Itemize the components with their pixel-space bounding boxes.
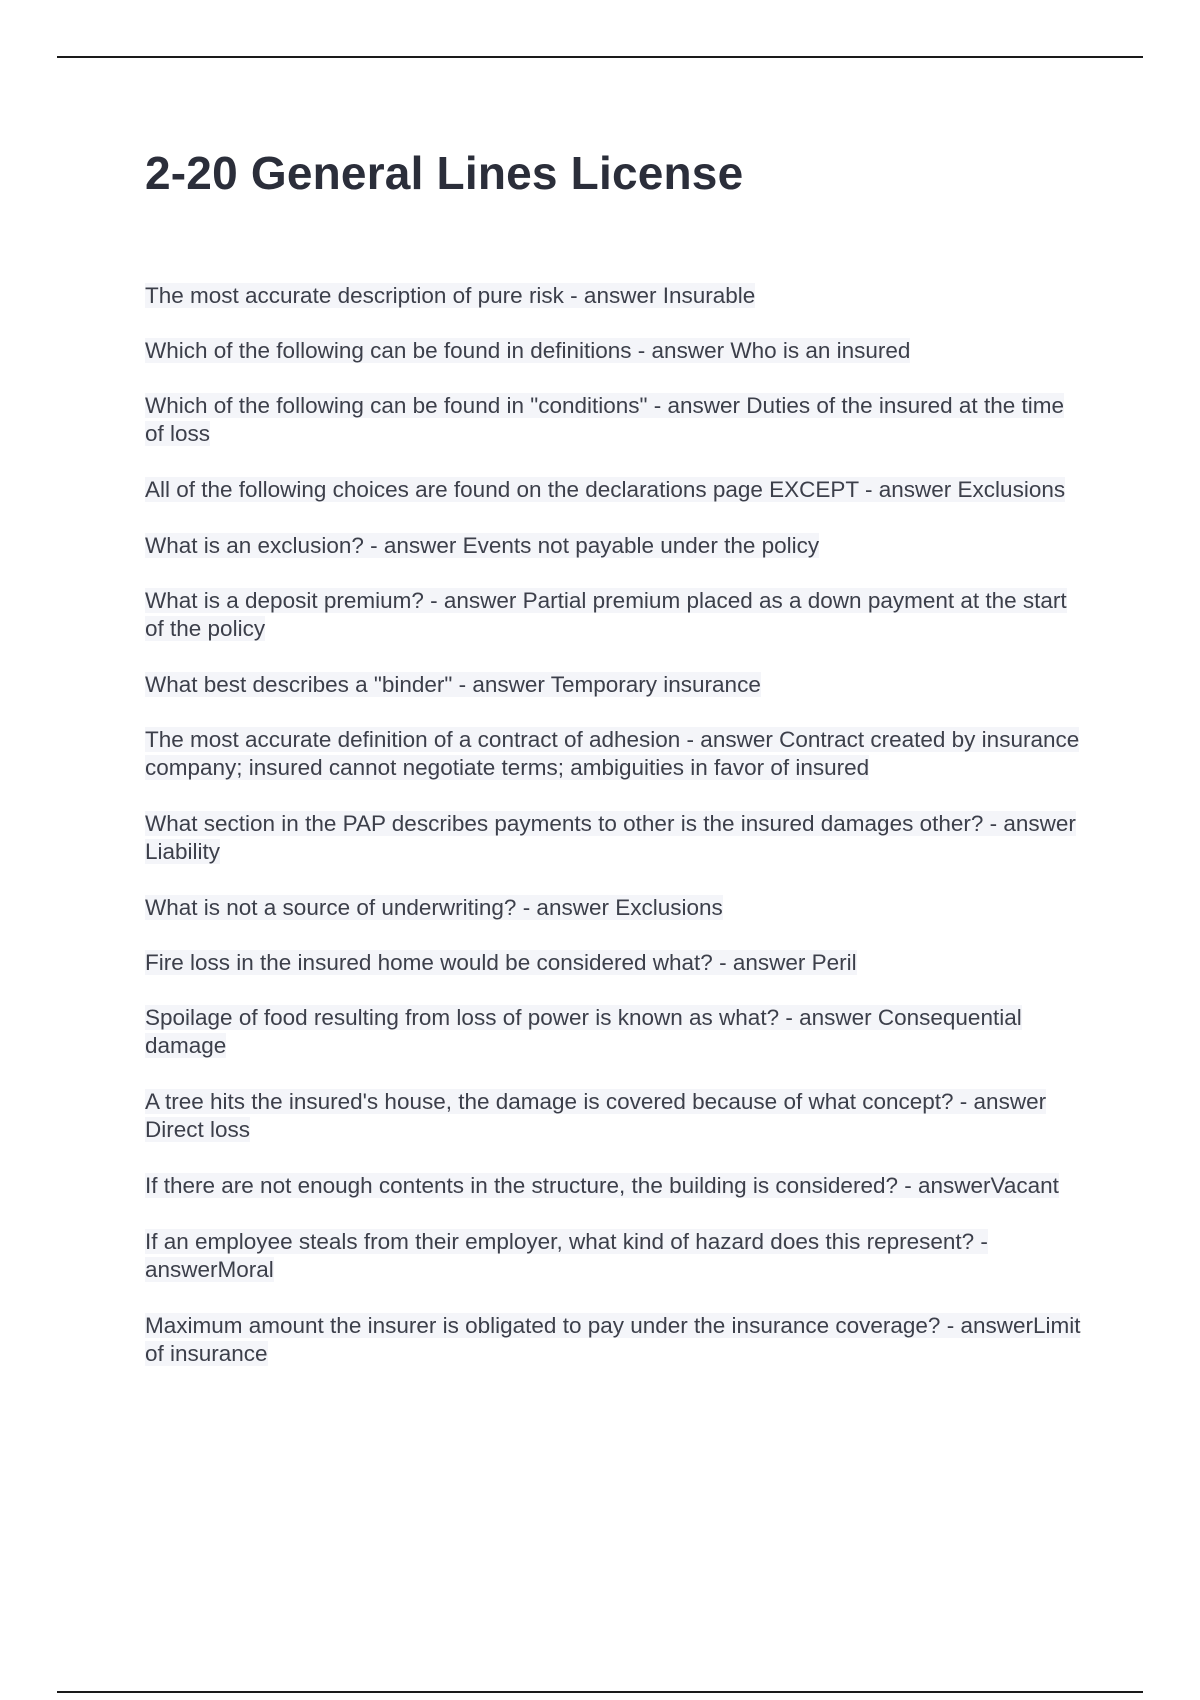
qa-text: All of the following choices are found on the declarations page EXCEPT - answer Exclusions — [145, 477, 1066, 502]
qa-item — [145, 671, 1085, 699]
qa-text: Maximum amount the insurer is obligated to pay under the insurance coverage? - answerLimit of insurance — [145, 1313, 1081, 1366]
qa-list — [145, 282, 1085, 1368]
qa-item — [145, 1172, 1085, 1200]
qa-text: What is not a source of underwriting? - answer Exclusions — [145, 895, 723, 920]
qa-text: The most accurate description of pure risk - answer Insurable — [145, 283, 756, 308]
qa-text: What is an exclusion? - answer Events not payable under the policy — [145, 533, 820, 558]
qa-text: Fire loss in the insured home would be considered what? - answer Peril — [145, 950, 857, 975]
qa-item — [145, 476, 1085, 504]
qa-item — [145, 1228, 1085, 1284]
qa-text: Which of the following can be found in "conditions" - answer Duties of the insured at the time of loss — [145, 393, 1064, 446]
qa-text: What is a deposit premium? - answer Partial premium placed as a down payment at the start of the policy — [145, 588, 1067, 641]
qa-item — [145, 337, 1085, 365]
qa-text: What section in the PAP describes payments to other is the insured damages other? - answer Liability — [145, 811, 1076, 864]
qa-text: What best describes a "binder" - answer Temporary insurance — [145, 672, 761, 697]
qa-text: If an employee steals from their employer, what kind of hazard does this represent? - answerMoral — [145, 1229, 988, 1282]
qa-text: The most accurate definition of a contract of adhesion - answer Contract created by insurance company; insured cannot negotiate terms; ambiguities in favor of insured — [145, 727, 1080, 780]
qa-item — [145, 810, 1085, 866]
qa-text: Which of the following can be found in definitions - answer Who is an insured — [145, 338, 911, 363]
bottom-rule — [57, 1691, 1143, 1693]
page-title: 2-20 General Lines License — [145, 147, 744, 199]
qa-item — [145, 1088, 1085, 1144]
qa-text: If there are not enough contents in the structure, the building is considered? - answerVacant — [145, 1173, 1059, 1198]
qa-item — [145, 587, 1085, 643]
qa-item — [145, 282, 1085, 310]
top-rule — [57, 56, 1143, 58]
qa-item — [145, 532, 1085, 560]
qa-text: Spoilage of food resulting from loss of power is known as what? - answer Consequential damage — [145, 1005, 1022, 1058]
qa-text: A tree hits the insured's house, the damage is covered because of what concept? - answer Direct loss — [145, 1089, 1047, 1142]
qa-item — [145, 894, 1085, 922]
qa-item — [145, 392, 1085, 448]
qa-item — [145, 1004, 1085, 1060]
qa-item — [145, 949, 1085, 977]
qa-item — [145, 726, 1085, 782]
qa-item — [145, 1312, 1085, 1368]
